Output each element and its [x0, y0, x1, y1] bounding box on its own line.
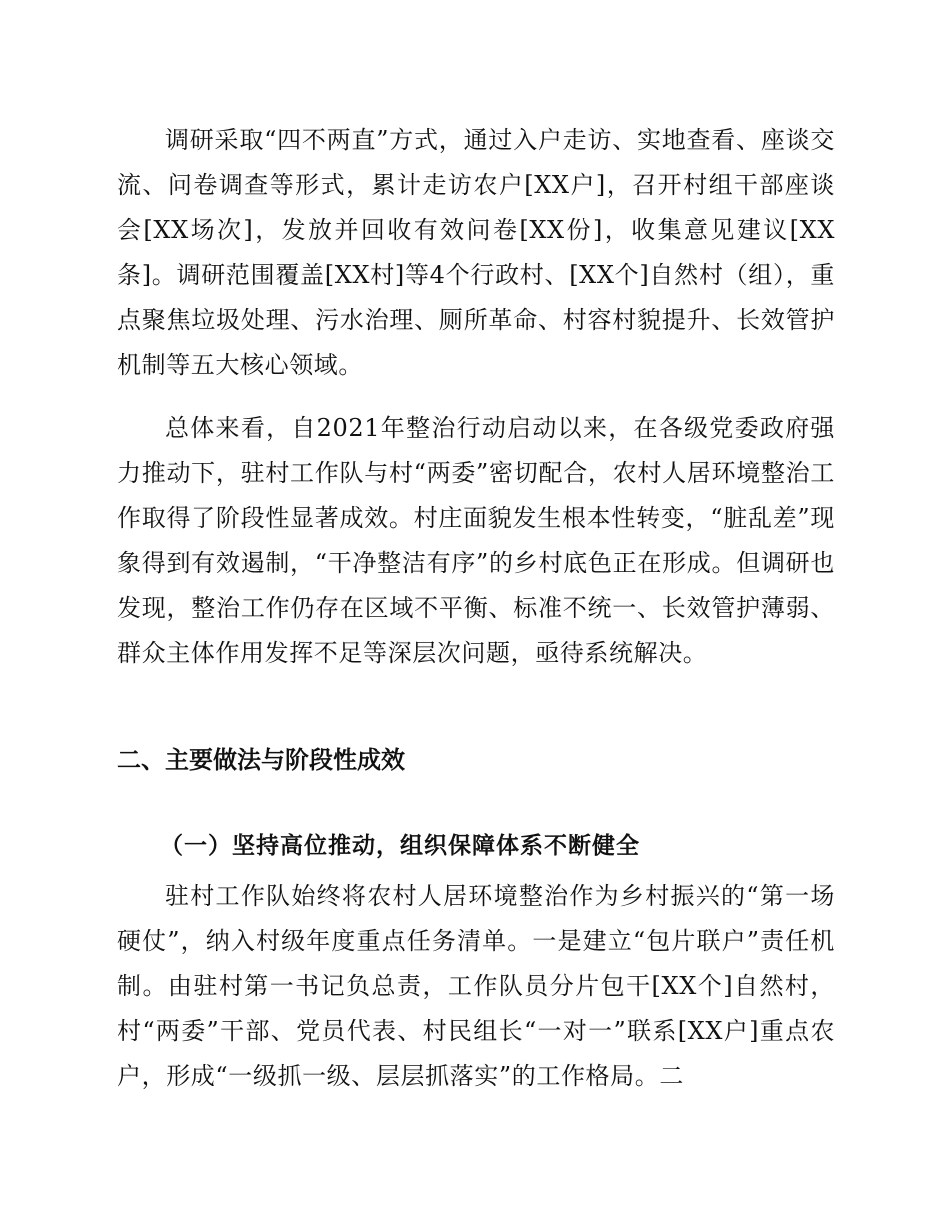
section-heading: 二、主要做法与阶段性成效 [117, 746, 405, 774]
body-paragraph-overall-assessment: 总体来看，自2021年整治行动启动以来，在各级党委政府强力推动下，驻村工作队与村“两委”密切配合，农村人居环境整治工作取得了阶段性显著成效。村庄面貌发生根本性转变，“脏乱差”现象得到有效遏制，“干净整洁有序”的乡村底色正在形成。但调研也发现，整治工作仍存在区域不平衡、标准不统一、长效管护薄弱、群众主体作用发挥不足等深层次问题，亟待系统解决。 [117, 414, 835, 667]
body-paragraph-organization: 驻村工作队始终将农村人居环境整治作为乡村振兴的“第一场硬仗”，纳入村级年度重点任务清单。一是建立“包片联户”责任机制。由驻村第一书记负总责，工作队员分片包干[XX个]自然村，村“两委”干部、党员代表、村民组长“一对一”联系[XX户]重点农户，形成“一级抓一级、层层抓落实”的工作格局。二 [117, 882, 835, 1090]
subsection-heading: （一）坚持高位推动，组织保障体系不断健全 [160, 832, 640, 859]
body-paragraph-survey-method: 调研采取“四不两直”方式，通过入户走访、实地查看、座谈交流、问卷调查等形式，累计走访农户[XX户]，召开村组干部座谈会[XX场次]，发放并回收有效问卷[XX份]，收集意见建议[XX条]。调研范围覆盖[XX村]等4个行政村、[XX个]自然村（组），重点聚焦垃圾处理、污水治理、厕所革命、村容村貌提升、长效管护机制等五大核心领域。 [117, 126, 835, 379]
